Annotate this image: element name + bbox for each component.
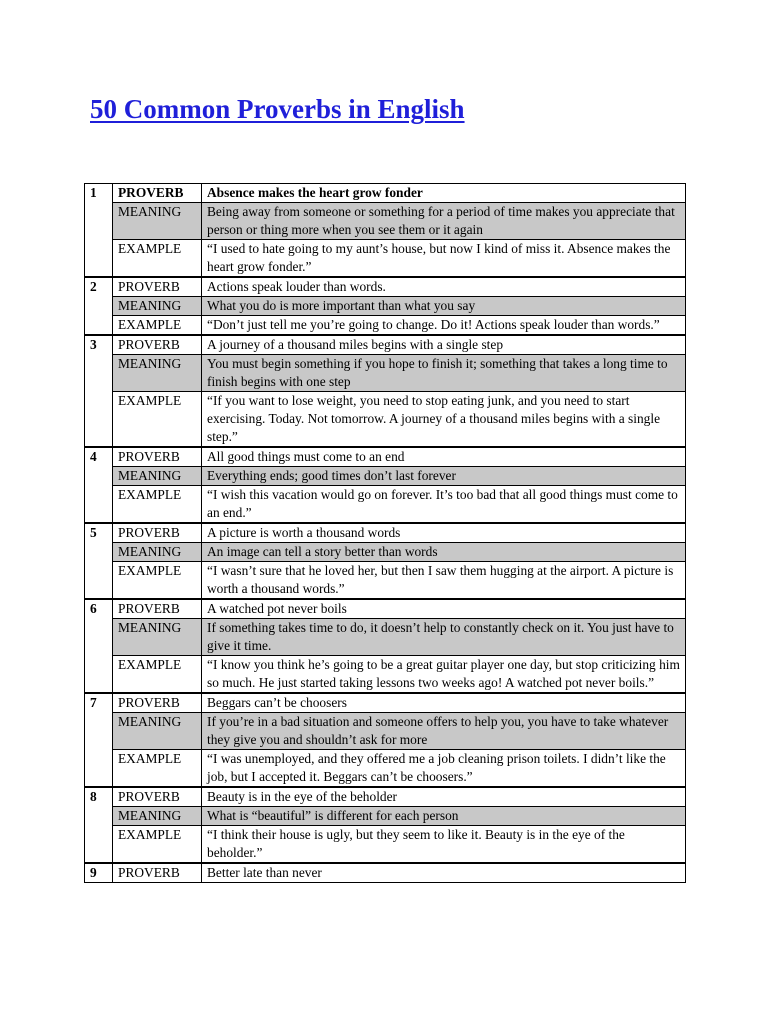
proverb-row xyxy=(85,447,686,467)
example-row xyxy=(85,316,686,336)
proverb-row xyxy=(85,335,686,355)
example-text: “I used to hate going to my aunt’s house, but now I kind of miss it. Absence makes the heart grow fonder.” xyxy=(202,240,686,278)
proverb-row xyxy=(85,863,686,883)
meaning-row xyxy=(85,713,686,750)
meaning-label: MEANING xyxy=(113,807,202,826)
proverb-label: PROVERB xyxy=(113,599,202,619)
meaning-row xyxy=(85,543,686,562)
proverb-label: PROVERB xyxy=(113,523,202,543)
example-text: “I think their house is ugly, but they seem to like it. Beauty is in the eye of the beholder.” xyxy=(202,826,686,864)
entry-number: 7 xyxy=(85,693,113,787)
example-row xyxy=(85,750,686,788)
meaning-row xyxy=(85,807,686,826)
entry-number: 8 xyxy=(85,787,113,863)
example-text: “If you want to lose weight, you need to stop eating junk, and you need to start exercising. Today. Not tomorrow. A journey of a thousand miles begins with a single step.” xyxy=(202,392,686,448)
proverb-text: A picture is worth a thousand words xyxy=(202,523,686,543)
meaning-row xyxy=(85,467,686,486)
example-label: EXAMPLE xyxy=(113,486,202,524)
proverb-row xyxy=(85,523,686,543)
proverb-label: PROVERB xyxy=(113,184,202,203)
example-text: “I wish this vacation would go on forever. It’s too bad that all good things must come to an end.” xyxy=(202,486,686,524)
proverb-text: A journey of a thousand miles begins with a single step xyxy=(202,335,686,355)
proverb-text: All good things must come to an end xyxy=(202,447,686,467)
proverb-row xyxy=(85,184,686,203)
proverb-row xyxy=(85,693,686,713)
proverb-text: Better late than never xyxy=(202,863,686,883)
proverb-text: A watched pot never boils xyxy=(202,599,686,619)
example-label: EXAMPLE xyxy=(113,562,202,600)
entry-number: 5 xyxy=(85,523,113,599)
meaning-text: What is “beautiful” is different for each person xyxy=(202,807,686,826)
proverbs-table xyxy=(84,183,686,883)
entry-number: 6 xyxy=(85,599,113,693)
proverb-label: PROVERB xyxy=(113,277,202,297)
proverb-label: PROVERB xyxy=(113,787,202,807)
proverb-row xyxy=(85,599,686,619)
example-row xyxy=(85,240,686,278)
example-text: “I know you think he’s going to be a great guitar player one day, but stop criticizing him so much. He just started taking lessons two weeks ago! A watched pot never boils.” xyxy=(202,656,686,694)
proverb-label: PROVERB xyxy=(113,447,202,467)
example-row xyxy=(85,392,686,448)
example-label: EXAMPLE xyxy=(113,392,202,448)
example-label: EXAMPLE xyxy=(113,316,202,336)
example-row xyxy=(85,656,686,694)
meaning-text: What you do is more important than what you say xyxy=(202,297,686,316)
example-text: “I wasn’t sure that he loved her, but then I saw them hugging at the airport. A picture is worth a thousand words.” xyxy=(202,562,686,600)
meaning-text: An image can tell a story better than words xyxy=(202,543,686,562)
meaning-text: Everything ends; good times don’t last forever xyxy=(202,467,686,486)
meaning-row xyxy=(85,619,686,656)
example-label: EXAMPLE xyxy=(113,240,202,278)
proverb-row xyxy=(85,787,686,807)
example-text: “Don’t just tell me you’re going to change. Do it! Actions speak louder than words.” xyxy=(202,316,686,336)
proverb-text: Actions speak louder than words. xyxy=(202,277,686,297)
example-label: EXAMPLE xyxy=(113,750,202,788)
entry-number: 4 xyxy=(85,447,113,523)
page-title: 50 Common Proverbs in English xyxy=(90,94,465,124)
meaning-label: MEANING xyxy=(113,297,202,316)
proverb-label: PROVERB xyxy=(113,693,202,713)
proverb-label: PROVERB xyxy=(113,863,202,883)
example-row xyxy=(85,826,686,864)
meaning-label: MEANING xyxy=(113,619,202,656)
meaning-text: If you’re in a bad situation and someone offers to help you, you have to take whatever they give you and shouldn’t ask for more xyxy=(202,713,686,750)
proverb-row xyxy=(85,277,686,297)
entry-number: 2 xyxy=(85,277,113,335)
meaning-label: MEANING xyxy=(113,355,202,392)
meaning-row xyxy=(85,355,686,392)
proverb-text: Beauty is in the eye of the beholder xyxy=(202,787,686,807)
meaning-label: MEANING xyxy=(113,543,202,562)
entry-number: 3 xyxy=(85,335,113,447)
example-label: EXAMPLE xyxy=(113,656,202,694)
example-row xyxy=(85,562,686,600)
example-text: “I was unemployed, and they offered me a job cleaning prison toilets. I didn’t like the job, but I accepted it. Beggars can’t be choosers.” xyxy=(202,750,686,788)
meaning-text: If something takes time to do, it doesn’t help to constantly check on it. You just have to give it time. xyxy=(202,619,686,656)
entry-number: 9 xyxy=(85,863,113,883)
entry-number: 1 xyxy=(85,184,113,278)
proverb-text: Absence makes the heart grow fonder xyxy=(202,184,686,203)
meaning-row xyxy=(85,297,686,316)
meaning-label: MEANING xyxy=(113,467,202,486)
meaning-label: MEANING xyxy=(113,203,202,240)
proverb-label: PROVERB xyxy=(113,335,202,355)
meaning-row xyxy=(85,203,686,240)
meaning-label: MEANING xyxy=(113,713,202,750)
example-row xyxy=(85,486,686,524)
meaning-text: Being away from someone or something for a period of time makes you appreciate that person or thing more when you see them or it again xyxy=(202,203,686,240)
meaning-text: You must begin something if you hope to finish it; something that takes a long time to finish begins with one step xyxy=(202,355,686,392)
example-label: EXAMPLE xyxy=(113,826,202,864)
proverb-text: Beggars can’t be choosers xyxy=(202,693,686,713)
